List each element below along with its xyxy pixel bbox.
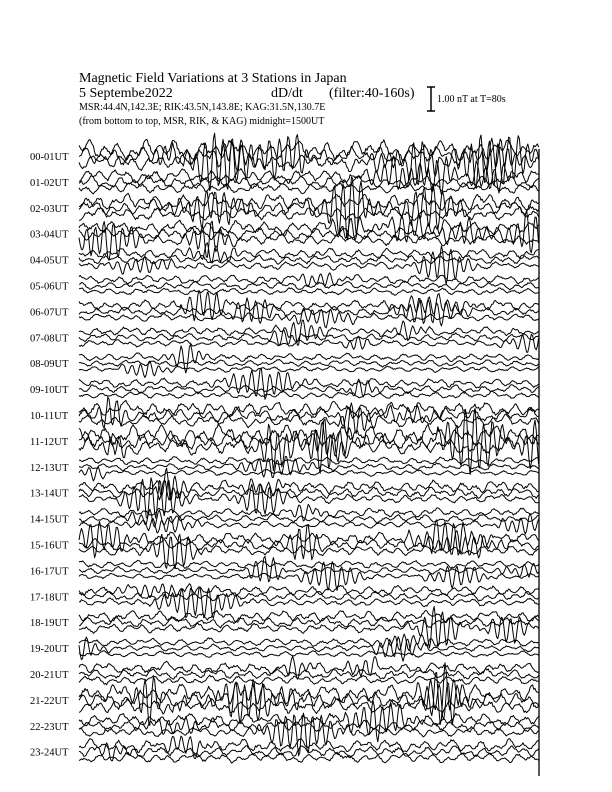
trace-kag-23-24ut bbox=[79, 736, 539, 759]
hour-row-label: 02-03UT bbox=[30, 203, 69, 215]
hour-row-label: 21-22UT bbox=[30, 695, 69, 707]
trace-msr-01-02ut bbox=[79, 182, 539, 194]
trace-msr-11-12ut bbox=[79, 419, 539, 473]
filter-label: (filter:40-160s) bbox=[329, 86, 415, 101]
hour-row-label: 14-15UT bbox=[30, 514, 69, 526]
hour-row-label: 23-24UT bbox=[30, 747, 69, 759]
hour-row-label: 03-04UT bbox=[30, 229, 69, 241]
hour-row-label: 09-10UT bbox=[30, 385, 69, 397]
hour-row-label: 07-08UT bbox=[30, 333, 69, 345]
hour-row-label: 13-14UT bbox=[30, 488, 69, 500]
trace-kag-12-13ut bbox=[79, 457, 539, 465]
hour-row-label: 11-12UT bbox=[30, 436, 69, 448]
trace-msr-19-20ut bbox=[79, 651, 539, 658]
scale-bar bbox=[427, 87, 435, 111]
stations-label: MSR:44.4N,142.3E; RIK:43.5N,143.8E; KAG:31.5N,130.7E bbox=[79, 102, 326, 113]
order-note: (from bottom to top, MSR, RIK, & KAG) midnight=1500UT bbox=[79, 116, 325, 127]
hour-row-label: 20-21UT bbox=[30, 670, 69, 681]
hour-row-label: 12-13UT bbox=[30, 462, 69, 474]
trace-msr-09-10ut bbox=[79, 391, 539, 398]
trace-msr-23-24ut bbox=[79, 752, 539, 763]
hour-row-label: 05-06UT bbox=[30, 281, 69, 293]
trace-kag-19-20ut bbox=[79, 634, 539, 651]
trace-kag-16-17ut bbox=[79, 560, 539, 568]
hour-row-label: 22-23UT bbox=[30, 721, 69, 733]
hour-row-label: 00-01UT bbox=[30, 152, 69, 163]
chart-title: Magnetic Field Variations at 3 Stations in Japan bbox=[79, 71, 347, 86]
trace-msr-05-06ut bbox=[79, 288, 539, 296]
trace-rik-19-20ut bbox=[79, 637, 539, 662]
trace-msr-06-07ut bbox=[79, 308, 539, 327]
date-label: 5 Septembe2022 bbox=[79, 86, 173, 101]
hour-row-label: 19-20UT bbox=[30, 644, 69, 656]
hour-row-label: 10-11UT bbox=[30, 411, 69, 422]
hour-row-label: 17-18UT bbox=[30, 592, 69, 604]
trace-rik-16-17ut bbox=[79, 556, 539, 581]
hour-row-label: 04-05UT bbox=[30, 255, 69, 267]
trace-kag-06-07ut bbox=[79, 290, 539, 320]
hour-row-label: 15-16UT bbox=[30, 540, 69, 552]
trace-kag-07-08ut bbox=[79, 320, 539, 345]
hour-row-label: 06-07UT bbox=[30, 307, 69, 319]
trace-msr-16-17ut bbox=[79, 562, 539, 591]
hour-row-label: 16-17UT bbox=[30, 566, 69, 578]
hour-row-label: 01-02UT bbox=[30, 177, 69, 189]
scale-label: 1.00 nT at T=80s bbox=[437, 94, 506, 105]
trace-rik-12-13ut bbox=[79, 457, 539, 478]
hour-row-label: 08-09UT bbox=[30, 359, 69, 371]
hour-row-label: 18-19UT bbox=[30, 618, 69, 630]
component-label: dD/dt bbox=[271, 86, 303, 101]
trace-rik-03-04ut bbox=[79, 210, 539, 252]
